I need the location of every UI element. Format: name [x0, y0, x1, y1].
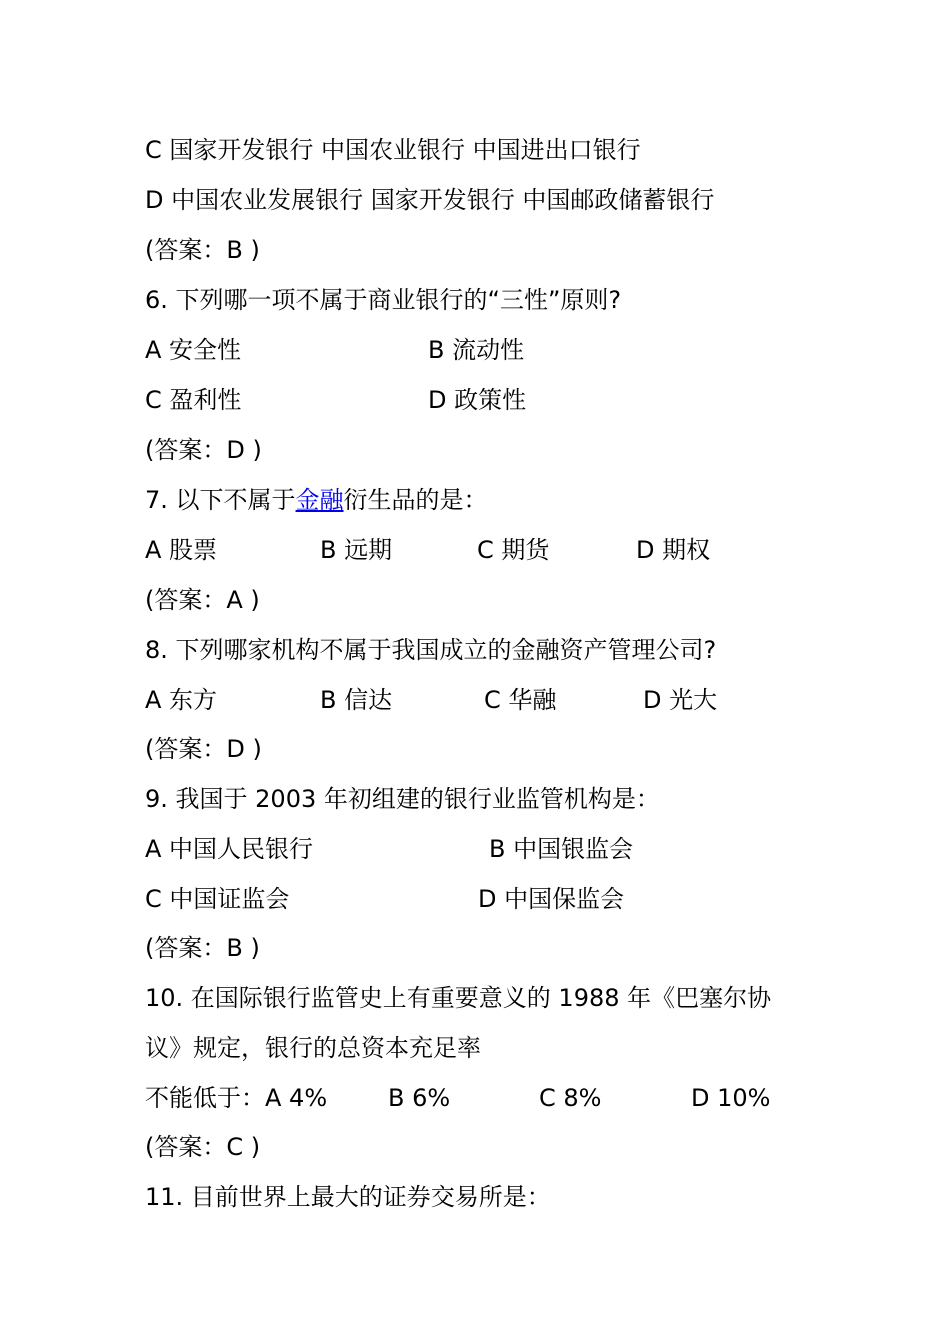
answer-text: (答案：B ) — [145, 236, 260, 264]
option-c: C 期货 — [477, 536, 550, 564]
question-text: 7. 以下不属于 — [145, 486, 296, 514]
option-b: B 中国银监会 — [489, 835, 634, 863]
question-text: 9. 我国于 2003 年初组建的银行业监管机构是： — [145, 785, 660, 813]
option-b: B 远期 — [320, 536, 393, 564]
question-10-continued — [145, 1030, 481, 1066]
question-text: 6. 下列哪一项不属于商业银行的“三性”原则? — [145, 286, 622, 314]
option-d: D 10% — [691, 1084, 771, 1112]
option-text: C 国家开发银行 中国农业银行 中国进出口银行 — [145, 136, 641, 164]
question-text: 议》规定，银行的总资本充足率 — [145, 1034, 481, 1062]
option-b: B 6% — [388, 1084, 451, 1112]
option-a: A 股票 — [145, 536, 218, 564]
question-6 — [145, 282, 621, 318]
answer-text: (答案：D ) — [145, 735, 262, 763]
question-7 — [145, 482, 488, 518]
option-text: D 中国农业发展银行 国家开发银行 中国邮政储蓄银行 — [145, 186, 715, 214]
option-a: A 东方 — [145, 686, 218, 714]
answer-line — [145, 432, 262, 468]
answer-line — [145, 1129, 260, 1165]
answer-text: (答案：D ) — [145, 436, 262, 464]
option-c: C 中国证监会 — [145, 885, 290, 913]
option-c: C 8% — [539, 1084, 602, 1112]
option-a: 不能低于：A 4% — [145, 1084, 328, 1112]
finance-link[interactable]: 金融 — [295, 486, 344, 514]
option-line-c — [145, 132, 641, 168]
option-d: D 期权 — [636, 536, 711, 564]
option-c: C 华融 — [484, 686, 557, 714]
option-c: C 盈利性 — [145, 386, 242, 414]
option-a: A 中国人民银行 — [145, 835, 314, 863]
question-8 — [145, 632, 716, 668]
answer-line — [145, 731, 262, 767]
answer-text: (答案：B ) — [145, 934, 260, 962]
question-9 — [145, 781, 660, 817]
option-a: A 安全性 — [145, 336, 242, 364]
question-text: 10. 在国际银行监管史上有重要意义的 1988 年《巴塞尔协 — [145, 984, 772, 1012]
answer-text: (答案：A ) — [145, 586, 260, 614]
option-d: D 政策性 — [428, 386, 527, 414]
option-d: D 光大 — [643, 686, 718, 714]
answer-line — [145, 232, 260, 268]
option-d: D 中国保监会 — [478, 885, 625, 913]
question-text: 11. 目前世界上最大的证券交易所是： — [145, 1183, 551, 1211]
question-text: 8. 下列哪家机构不属于我国成立的金融资产管理公司? — [145, 636, 717, 664]
answer-line — [145, 582, 260, 618]
option-line-d — [145, 182, 714, 218]
question-10 — [145, 980, 771, 1016]
option-b: B 信达 — [320, 686, 393, 714]
question-11 — [145, 1179, 551, 1215]
answer-line — [145, 930, 260, 966]
option-b: B 流动性 — [428, 336, 525, 364]
answer-text: (答案：C ) — [145, 1133, 261, 1161]
question-text: 衍生品的是： — [343, 486, 488, 514]
